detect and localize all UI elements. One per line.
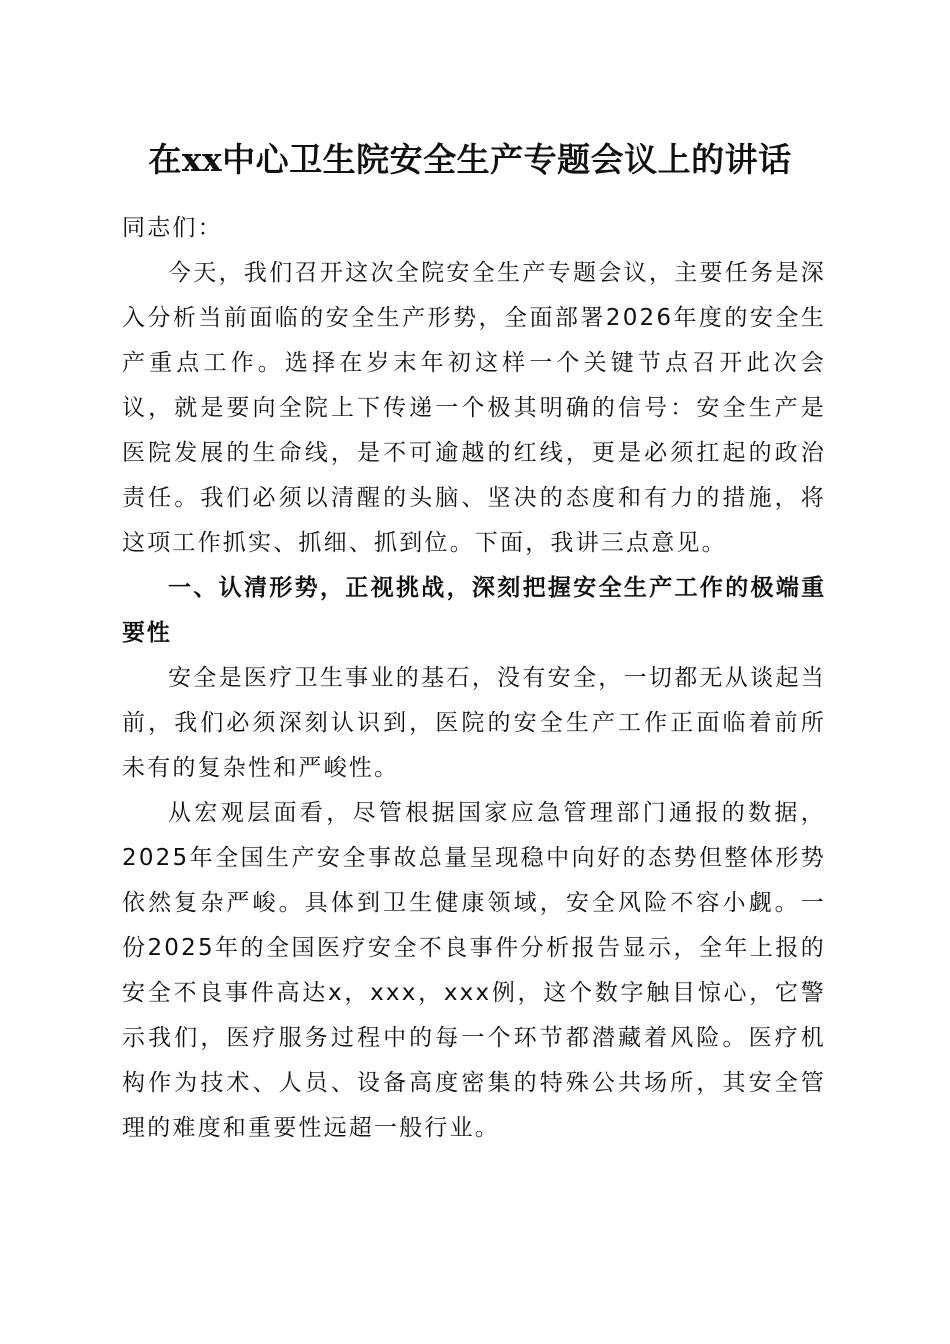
document-title: 在xx中心卫生院安全生产专题会议上的讲话 xyxy=(148,140,792,179)
body-paragraph: 安全是医疗卫生事业的基石，没有安全，一切都无从谈起当前，我们必须深刻认识到，医院的安全生产工作正面临着前所未有的复杂性和严峻性。 xyxy=(122,665,826,781)
body-paragraph: 从宏观层面看，尽管根据国家应急管理部门通报的数据，2025年全国生产安全事故总量呈现稳中向好的态势但整体形势依然复杂严峻。具体到卫生健康领域，安全风险不容小觑。一份2025年的全国医疗安全不良事件分析报告显示，全年上报的安全不良事件高达x，xxx，xxx例，这个数字触目惊心，它警示我们，医疗服务过程中的每一个环节都潜藏着风险。医疗机构作为技术、人员、设备高度密集的特殊公共场所，其安全管理的难度和重要性远超一般行业。 xyxy=(122,800,826,1141)
intro-paragraph: 今天，我们召开这次全院安全生产专题会议，主要任务是深入分析当前面临的安全生产形势，全面部署2026年度的安全生产重点工作。选择在岁末年初这样一个关键节点召开此次会议，就是要向全院上下传递一个极其明确的信号：安全生产是医院发展的生命线，是不可逾越的红线，更是必须扛起的政治责任。我们必须以清醒的头脑、坚决的态度和有力的措施，将这项工作抓实、抓细、抓到位。下面，我讲三点意见。 xyxy=(122,260,826,556)
document-body xyxy=(122,206,826,1151)
section-heading: 一、认清形势，正视挑战，深刻把握安全生产工作的极端重要性 xyxy=(122,575,826,646)
salutation: 同志们： xyxy=(122,215,223,241)
